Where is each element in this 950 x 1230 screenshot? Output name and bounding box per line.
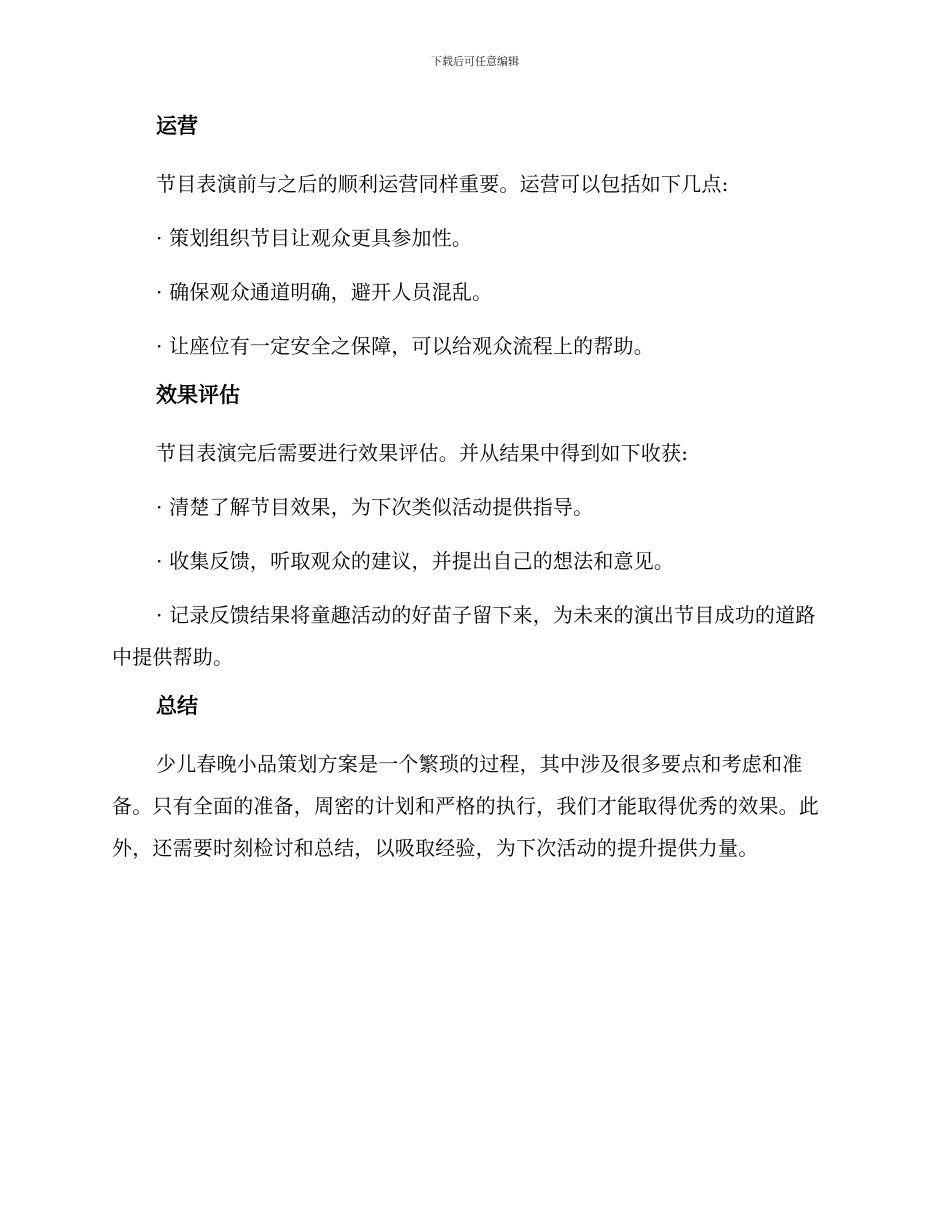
- section-summary: [112, 690, 832, 869]
- bullet-item: · 记录反馈结果将童趣活动的好苗子留下来，为未来的演出节目成功的道路中提供帮助。: [112, 603, 816, 669]
- section-heading: 运营: [156, 114, 198, 138]
- section-evaluation: [112, 379, 832, 678]
- bullet-item: · 让座位有一定安全之保障，可以给观众流程上的帮助。: [156, 334, 654, 358]
- summary-paragraph: 少儿春晚小品策划方案是一个繁琐的过程，其中涉及很多要点和考虑和准备。只有全面的准备，周密的计划和严格的执行，我们才能取得优秀的效果。此外，还需要时刻检讨和总结，以吸取经验，为下次活动的提升提供力量。: [112, 752, 819, 860]
- section-operations: [112, 110, 832, 367]
- bullet-item: · 清楚了解节目效果，为下次类似活动提供指导。: [156, 495, 594, 519]
- section-heading: 效果评估: [156, 383, 240, 407]
- document-body: [112, 110, 832, 881]
- bullet-item: · 收集反馈，听取观众的建议，并提出自己的想法和意见。: [156, 549, 675, 573]
- section-intro: 节目表演前与之后的顺利运营同样重要。运营可以包括如下几点:: [156, 172, 729, 196]
- bullet-item: · 策划组织节目让观众更具参加性。: [156, 226, 473, 250]
- page-header: 下载后可任意编辑: [431, 55, 519, 68]
- section-intro: 节目表演完后需要进行效果评估。并从结果中得到如下收获:: [156, 441, 689, 465]
- bullet-item: · 确保观众通道明确，避开人员混乱。: [156, 280, 493, 304]
- section-heading: 总结: [156, 694, 198, 718]
